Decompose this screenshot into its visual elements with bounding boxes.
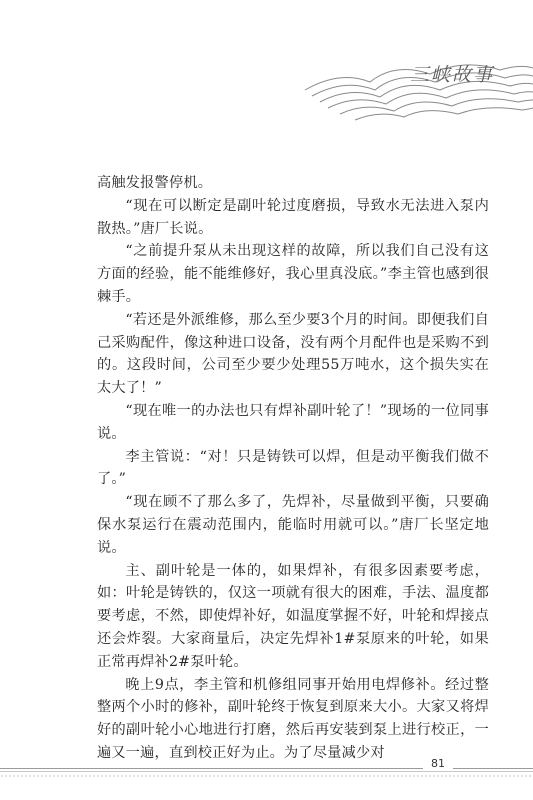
paragraph: 主、副叶轮是一体的，如果焊补，有很多因素要考虑，如：叶轮是铸铁的，仅这一项就有很大的困难，手法、温度都要考虑，不然，即使焊补好，如温度掌握不好，叶轮和焊接点还会炸裂。大家商量后，决定先焊补1#泵原来的叶轮，如果正常再焊补2#泵叶轮。: [97, 562, 489, 670]
paragraph: “若还是外派维修，那么至少要3个月的时间。即便我们自己采购配件，像这种进口设备，没有两个月配件也是采购不到的。这段时间，公司至少要少处理55万吨水，这个损失实在太大了！”: [97, 311, 489, 397]
page-number: 81: [423, 757, 453, 770]
paragraph: “现在顾不了那么多了，先焊补，尽量做到平衡，只要确保水泵运行在震动范围内，能临时用就可以。”唐厂长坚定地说。: [97, 494, 489, 556]
paragraph: 晚上9点，李主管和机修组同事开始用电焊修补。经过整整两个小时的修补，副叶轮终于恢复到原来大小。大家又将焊好的副叶轮小心地进行打磨，然后再安装到泵上进行校正，一遍又一遍，直到校正好为止。为了尽量减少对: [97, 676, 489, 761]
paragraph: 李主管说：“对！只是铸铁可以焊，但是动平衡我们做不了。”: [97, 448, 489, 488]
body-text: [97, 172, 489, 765]
paragraph: 高触发报警停机。: [97, 175, 213, 191]
paragraph: “之前提升泵从未出现这样的故障，所以我们自己没有这方面的经验，能不能维修好，我心里真没底。”李主管也感到很棘手。: [97, 243, 489, 305]
paragraph: “现在可以断定是副叶轮过度磨损，导致水无法进入泵内散热。”唐厂长说。: [97, 197, 489, 237]
footer-dotted-band: [0, 774, 533, 778]
footer-rule: [0, 768, 533, 772]
book-header-title: 三峡故事: [410, 64, 495, 86]
paragraph: “现在唯一的办法也只有焊补副叶轮了！”现场的一位同事说。: [97, 402, 489, 442]
